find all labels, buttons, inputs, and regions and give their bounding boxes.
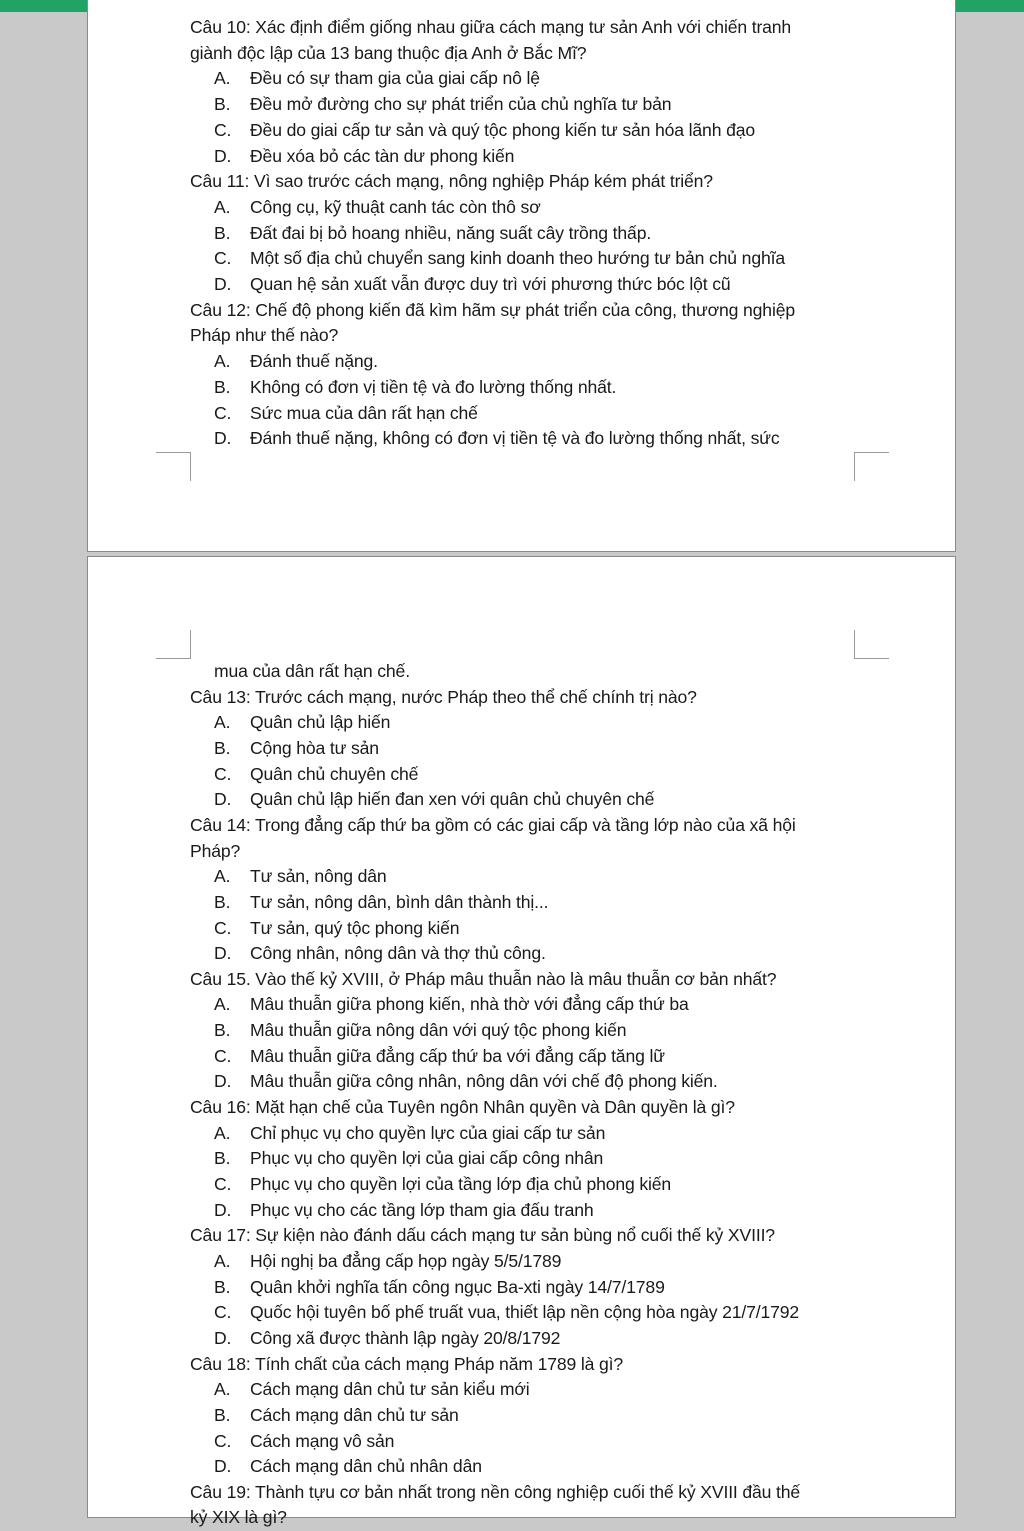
option-letter: A.	[214, 351, 231, 372]
answer-option	[214, 762, 418, 788]
option-letter: B.	[214, 1020, 231, 1041]
answer-option	[214, 1429, 394, 1455]
option-letter: D.	[214, 428, 232, 449]
answer-option	[214, 1377, 529, 1403]
option-letter: C.	[214, 763, 232, 784]
answer-option	[214, 195, 541, 221]
question-text: Câu 12: Chế độ phong kiến đã kìm hãm sự phát triển của công, thương nghiệp	[190, 299, 795, 320]
option-text: Đất đai bị bỏ hoang nhiều, năng suất cây trồng thấp.	[250, 222, 652, 243]
answer-option	[214, 941, 546, 967]
option-text: Quân chủ lập hiến	[250, 712, 391, 733]
question-text: Câu 18: Tính chất của cách mạng Pháp năm 1789 là gì?	[190, 1353, 623, 1374]
question-text: Câu 16: Mặt hạn chế của Tuyên ngôn Nhân quyền và Dân quyền là gì?	[190, 1097, 735, 1118]
answer-option	[214, 221, 651, 247]
question-text: giành độc lập của 13 bang thuộc địa Anh ở Bắc Mĩ?	[190, 42, 587, 63]
option-text: Đều có sự tham gia của giai cấp nô lệ	[250, 68, 540, 89]
option-continuation: mua của dân rất hạn chế.	[214, 661, 410, 681]
option-letter: A.	[214, 994, 231, 1015]
option-text: Đánh thuế nặng, không có đơn vị tiền tệ và đo lường thống nhất, sức	[250, 428, 780, 449]
question-text: Câu 11: Vì sao trước cách mạng, nông nghiệp Pháp kém phát triển?	[190, 171, 713, 192]
option-text: Quân khởi nghĩa tấn công ngục Ba-xti ngày 14/7/1789	[250, 1276, 665, 1297]
question-text: Pháp?	[190, 840, 241, 861]
answer-option	[214, 375, 616, 401]
option-text: Tư sản, nông dân	[250, 866, 387, 887]
answer-option	[214, 349, 378, 375]
option-letter: D.	[214, 145, 232, 166]
option-text: Tư sản, quý tộc phong kiến	[250, 917, 460, 938]
option-text: Mâu thuẫn giữa công nhân, nông dân với chế độ phong kiến.	[250, 1071, 718, 1092]
option-letter: A.	[214, 1250, 231, 1271]
option-text: Đánh thuế nặng.	[250, 351, 378, 372]
option-text: Quân chủ chuyên chế	[250, 763, 419, 784]
option-letter: B.	[214, 737, 231, 758]
answer-option	[214, 144, 514, 170]
option-text: Mâu thuẫn giữa đẳng cấp thứ ba với đẳng cấp tăng lữ	[250, 1045, 665, 1066]
answer-option	[214, 401, 478, 427]
option-letter: B.	[214, 1276, 231, 1297]
option-letter: C.	[214, 917, 232, 938]
option-text: Hội nghị ba đẳng cấp họp ngày 5/5/1789	[250, 1250, 562, 1271]
option-letter: D.	[214, 1456, 232, 1477]
option-text: Đều mở đường cho sự phát triển của chủ nghĩa tư bản	[250, 94, 672, 115]
option-letter: C.	[214, 1045, 232, 1066]
option-letter: D.	[214, 274, 232, 294]
option-letter: C.	[214, 119, 232, 140]
answer-option	[214, 992, 689, 1018]
option-text: Phục vụ cho quyền lợi của giai cấp công nhân	[250, 1148, 604, 1169]
option-letter: D.	[214, 789, 232, 810]
answer-option	[214, 1146, 603, 1172]
option-letter: D.	[214, 1327, 232, 1348]
option-text: Đều do giai cấp tư sản và quý tộc phong kiến tư sản hóa lãnh đạo	[250, 119, 755, 140]
option-letter: C.	[214, 1302, 232, 1323]
option-letter: C.	[214, 402, 232, 423]
answer-option	[214, 864, 387, 890]
option-text: Sức mua của dân rất hạn chế	[250, 402, 478, 423]
option-letter: B.	[214, 1148, 231, 1169]
question-text: Câu 17: Sự kiện nào đánh dấu cách mạng tư sản bùng nổ cuối thế kỷ XVIII?	[190, 1225, 775, 1246]
answer-option	[214, 1069, 718, 1095]
answer-option	[214, 736, 379, 762]
answer-option	[214, 1121, 605, 1147]
option-letter: B.	[214, 376, 231, 397]
question-text: Câu 10: Xác định điểm giống nhau giữa cách mạng tư sản Anh với chiến tranh	[190, 17, 792, 37]
answer-option	[214, 246, 785, 272]
option-letter: B.	[214, 222, 231, 243]
option-text: Mâu thuẫn giữa phong kiến, nhà thờ với đẳng cấp thứ ba	[250, 994, 689, 1015]
option-letter: B.	[214, 94, 231, 115]
option-letter: A.	[214, 196, 231, 217]
answer-option	[214, 1300, 799, 1326]
margin-corner-mark	[854, 630, 889, 659]
answer-option	[214, 1454, 482, 1480]
answer-option	[214, 66, 540, 92]
option-letter: A.	[214, 1379, 231, 1400]
option-letter: C.	[214, 1174, 232, 1194]
answer-option	[214, 1326, 560, 1352]
question-text: Câu 14: Trong đẳng cấp thứ ba gồm có các giai cấp và tầng lớp nào của xã hội	[190, 814, 796, 835]
option-text: Phục vụ cho các tầng lớp tham gia đấu tranh	[250, 1199, 594, 1220]
question-text: kỷ XIX là gì?	[190, 1507, 287, 1528]
question-text: Câu 13: Trước cách mạng, nước Pháp theo thể chế chính trị nào?	[190, 686, 697, 707]
option-text: Đều xóa bỏ các tàn dư phong kiến	[250, 145, 515, 166]
question-text: Câu 19: Thành tựu cơ bản nhất trong nền công nghiệp cuối thế kỷ XVIII đầu thế	[190, 1481, 801, 1502]
option-letter: D.	[214, 943, 232, 964]
option-text: Cách mạng vô sản	[250, 1430, 395, 1451]
option-letter: C.	[214, 1430, 232, 1451]
option-text: Quan hệ sản xuất vẫn được duy trì với phương thức bóc lột cũ	[250, 274, 731, 294]
option-letter: A.	[214, 866, 231, 887]
option-text: Quân chủ lập hiến đan xen với quân chủ chuyên chế	[250, 789, 655, 810]
answer-option	[214, 92, 671, 118]
question-text: Câu 15. Vào thế kỷ XVIII, ở Pháp mâu thuẫn nào là mâu thuẫn cơ bản nhất?	[190, 968, 777, 989]
option-text: Tư sản, nông dân, bình dân thành thị...	[250, 891, 549, 912]
option-text: Cộng hòa tư sản	[250, 737, 379, 758]
question-text: Pháp như thế nào?	[190, 325, 339, 346]
answer-option	[214, 1198, 594, 1224]
option-text: Cách mạng dân chủ tư sản kiểu mới	[250, 1379, 530, 1400]
option-letter: D.	[214, 1071, 232, 1092]
answer-option	[214, 710, 390, 736]
option-letter: A.	[214, 68, 231, 89]
option-text: Công nhân, nông dân và thợ thủ công.	[250, 943, 546, 964]
answer-option	[214, 1403, 459, 1429]
margin-corner-mark	[156, 630, 191, 659]
option-text: Cách mạng dân chủ nhân dân	[250, 1456, 482, 1477]
option-letter: A.	[214, 1122, 231, 1143]
option-text: Quốc hội tuyên bố phế truất vua, thiết lập nền cộng hòa ngày 21/7/1792	[250, 1302, 800, 1323]
option-letter: C.	[214, 248, 232, 269]
answer-option	[214, 1044, 665, 1070]
margin-corner-mark	[854, 452, 889, 481]
answer-option	[214, 1249, 561, 1275]
answer-option	[214, 118, 755, 144]
margin-corner-mark	[156, 452, 191, 481]
option-text: Chỉ phục vụ cho quyền lực của giai cấp tư sản	[250, 1122, 606, 1143]
option-text: Không có đơn vị tiền tệ và đo lường thống nhất.	[250, 376, 617, 397]
answer-option	[214, 1275, 665, 1301]
option-text: Công xã được thành lập ngày 20/8/1792	[250, 1327, 561, 1348]
answer-option	[214, 1172, 671, 1198]
answer-option	[214, 1018, 626, 1044]
option-text: Mâu thuẫn giữa nông dân với quý tộc phong kiến	[250, 1020, 627, 1041]
option-letter: A.	[214, 712, 231, 733]
option-text: Công cụ, kỹ thuật canh tác còn thô sơ	[250, 196, 541, 217]
option-text: Một số địa chủ chuyển sang kinh doanh theo hướng tư bản chủ nghĩa	[250, 248, 785, 269]
option-letter: B.	[214, 1404, 231, 1425]
answer-option	[214, 787, 654, 813]
option-text: Phục vụ cho quyền lợi của tầng lớp địa chủ phong kiến	[250, 1174, 672, 1194]
answer-option	[214, 426, 780, 452]
option-letter: D.	[214, 1199, 232, 1220]
answer-option	[214, 272, 731, 298]
option-text: Cách mạng dân chủ tư sản	[250, 1404, 459, 1425]
answer-option	[214, 890, 548, 916]
answer-option	[214, 916, 459, 942]
option-letter: B.	[214, 891, 231, 912]
